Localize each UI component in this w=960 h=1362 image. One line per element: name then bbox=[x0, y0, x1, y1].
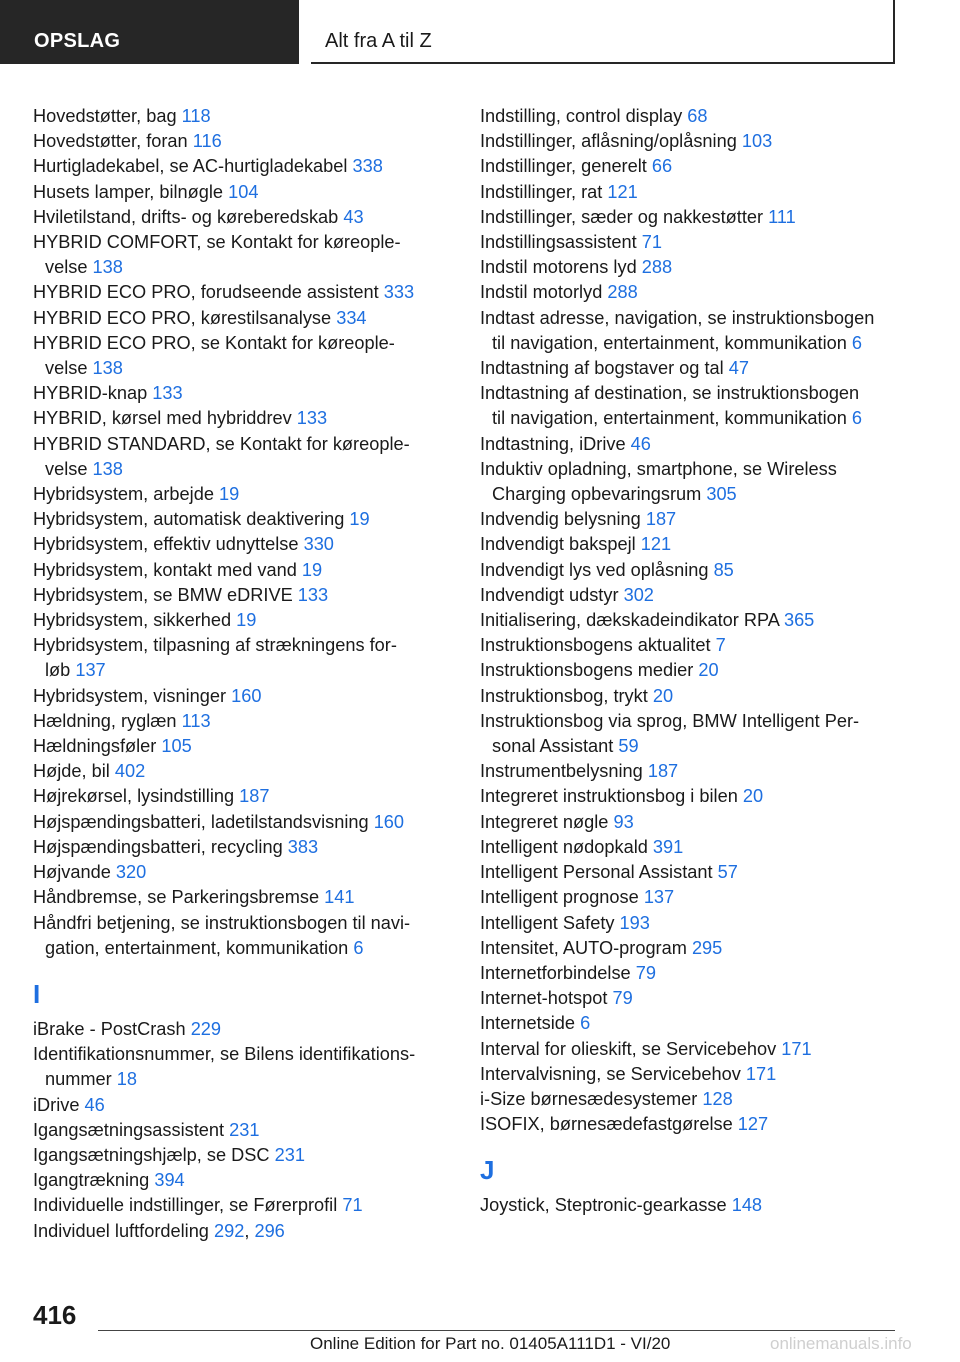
index-entry bbox=[480, 936, 900, 961]
index-entry bbox=[33, 1093, 453, 1118]
index-entry bbox=[33, 583, 453, 608]
index-entry bbox=[33, 205, 453, 230]
index-entry bbox=[33, 911, 453, 936]
page-link[interactable]: 288 bbox=[607, 282, 638, 303]
index-entry-text: Intelligent nødopkald bbox=[480, 836, 653, 857]
index-entry-text: HYBRID ECO PRO, se Kontakt for køreople‐ bbox=[33, 332, 395, 353]
index-entry-text: Hurtigladekabel, se AC-hurtigladekabel bbox=[33, 156, 353, 177]
index-entry-text: nummer bbox=[45, 1069, 117, 1090]
index-entry-text: Instruktionsbogens medier bbox=[480, 660, 699, 681]
page-link[interactable]: 93 bbox=[613, 811, 634, 832]
index-entry-text: Indstillingsassistent bbox=[480, 232, 642, 253]
index-entry bbox=[33, 406, 453, 431]
index-entry-text: Instruktionsbog via sprog, BMW Intelligent Per‐ bbox=[480, 710, 860, 731]
index-entry bbox=[33, 860, 453, 885]
index-entry-continuation bbox=[33, 936, 453, 961]
page-link[interactable]: 133 bbox=[152, 383, 183, 404]
index-entry-text: Intelligent Personal Assistant bbox=[480, 862, 718, 883]
index-entry bbox=[33, 1017, 453, 1042]
index-entry-text: velse bbox=[45, 257, 93, 278]
page-link[interactable]: 121 bbox=[607, 181, 638, 202]
page-link[interactable]: 333 bbox=[383, 282, 415, 303]
index-entry bbox=[480, 784, 900, 809]
index-entry-text: Intensitet, AUTO-program bbox=[480, 937, 692, 958]
index-entry-text: Hybridsystem, kontakt med vand bbox=[33, 559, 302, 580]
index-entry bbox=[480, 684, 900, 709]
index-entry-text: Indstilling, control display bbox=[480, 106, 688, 126]
page-link[interactable]: 6 bbox=[353, 937, 364, 958]
page-link[interactable]: 66 bbox=[651, 156, 673, 177]
page-link[interactable]: 394 bbox=[154, 1170, 185, 1191]
index-column-right bbox=[480, 104, 900, 1219]
page-link[interactable]: 85 bbox=[713, 559, 734, 580]
index-entry bbox=[480, 1011, 900, 1036]
page-link[interactable]: 68 bbox=[687, 106, 708, 126]
index-entry-continuation bbox=[33, 457, 453, 482]
index-entry bbox=[480, 658, 900, 683]
index-entry-text: Indvendig belysning bbox=[480, 509, 646, 530]
index-entry bbox=[480, 860, 900, 885]
page-link[interactable]: 116 bbox=[192, 131, 222, 152]
page-link[interactable]: 148 bbox=[731, 1195, 763, 1216]
index-entry bbox=[480, 810, 900, 835]
index-entry bbox=[33, 709, 453, 734]
index-entry bbox=[480, 1112, 900, 1137]
page-link[interactable]: 128 bbox=[702, 1088, 733, 1109]
index-entry bbox=[33, 1193, 453, 1218]
page-link[interactable]: 46 bbox=[630, 433, 651, 454]
index-entry bbox=[480, 205, 900, 230]
page-link[interactable]: 171 bbox=[781, 1038, 812, 1059]
index-letter-heading: J bbox=[480, 1155, 495, 1186]
index-entry-continuation bbox=[33, 255, 453, 280]
index-entry-text: Hybridsystem, tilpasning af strækningens for‐ bbox=[33, 635, 397, 656]
page-link[interactable]: 19 bbox=[349, 509, 370, 530]
index-entry-text: iDrive bbox=[33, 1094, 85, 1115]
page-link[interactable]: 79 bbox=[635, 962, 656, 983]
index-entry-text: Hybridsystem, automatisk deaktivering bbox=[33, 509, 350, 530]
index-entry-text: Internetside bbox=[480, 1013, 581, 1034]
index-entry-text: Indstil motorens lyd bbox=[480, 257, 642, 278]
index-entry: Individuel luftfordeling 292, 296 bbox=[33, 1220, 285, 1241]
index-entry-text: Indvendigt lys ved oplåsning bbox=[480, 559, 714, 580]
page-link[interactable]: 305 bbox=[706, 484, 737, 505]
page-link[interactable]: 383 bbox=[287, 836, 319, 857]
page-link[interactable]: 118 bbox=[181, 106, 211, 126]
index-entry-text: Indtast adresse, navigation, se instruktionsbogen bbox=[480, 307, 875, 328]
index-entry bbox=[33, 558, 453, 583]
page-link[interactable]: 19 bbox=[219, 484, 240, 505]
section-tab: OPSLAG bbox=[0, 0, 299, 64]
index-entry bbox=[33, 810, 453, 835]
index-entry bbox=[33, 230, 453, 255]
index-entry-text: HYBRID STANDARD, se Kontakt for køreople‐ bbox=[33, 433, 410, 454]
page-link[interactable]: 160 bbox=[373, 811, 405, 832]
index-entry-text: Interval for olieskift, se Servicebehov bbox=[480, 1038, 782, 1059]
index-entry-text: Internetforbindelse bbox=[480, 962, 636, 983]
page-link[interactable]: 141 bbox=[324, 887, 355, 908]
index-entry-continuation bbox=[480, 331, 900, 356]
index-entry-text: Indtastning, iDrive bbox=[480, 433, 631, 454]
index-entry bbox=[33, 885, 453, 910]
index-entry bbox=[33, 154, 453, 179]
page-link[interactable]: 19 bbox=[236, 610, 257, 631]
index-entry-text: Hybridsystem, sikkerhed bbox=[33, 610, 237, 631]
index-entry bbox=[33, 532, 453, 557]
index-entry-text: Internet-hotspot bbox=[480, 988, 613, 1009]
index-entry-text: Integreret instruktionsbog i bilen bbox=[480, 786, 743, 807]
index-entry bbox=[480, 986, 900, 1011]
page-link[interactable]: 46 bbox=[84, 1094, 105, 1115]
index-entry-text: Instrumentbelysning bbox=[480, 761, 648, 782]
page-link[interactable]: 302 bbox=[623, 584, 654, 605]
page-link[interactable]: 187 bbox=[647, 761, 679, 782]
page-link[interactable]: 334 bbox=[336, 307, 367, 328]
index-entry-continuation bbox=[33, 1067, 453, 1092]
index-column-left bbox=[33, 104, 453, 1244]
index-entry bbox=[480, 381, 900, 406]
index-entry-text: Hovedstøtter, foran bbox=[33, 131, 193, 152]
index-entry-continuation bbox=[480, 734, 900, 759]
index-entry bbox=[33, 835, 453, 860]
page-link[interactable]: 113 bbox=[181, 710, 211, 731]
index-entry bbox=[33, 507, 453, 532]
edition-text: Online Edition for Part no. 01405A111D1 - VI/20 bbox=[310, 1334, 671, 1353]
page-link[interactable]: 121 bbox=[640, 534, 672, 555]
index-entry bbox=[33, 432, 453, 457]
index-letter-heading: I bbox=[33, 978, 41, 1009]
index-entry bbox=[480, 280, 900, 305]
index-entry bbox=[33, 1042, 453, 1067]
index-entry bbox=[33, 633, 453, 658]
page-link[interactable]: 320 bbox=[115, 862, 147, 883]
index-entry-continuation bbox=[480, 406, 900, 431]
index-entry bbox=[33, 482, 453, 507]
page-link[interactable]: 137 bbox=[75, 660, 106, 681]
page-link[interactable]: 20 bbox=[698, 660, 719, 681]
index-entry bbox=[480, 104, 900, 129]
index-entry bbox=[480, 759, 900, 784]
index-entry-text: Integreret nøgle bbox=[480, 811, 614, 832]
page-link[interactable]: 391 bbox=[652, 836, 684, 857]
index-entry-text: gation, entertainment, kommunikation bbox=[45, 937, 354, 958]
page-link[interactable]: 71 bbox=[641, 232, 662, 253]
index-entry bbox=[480, 1062, 900, 1087]
page-link[interactable]: 104 bbox=[228, 181, 259, 202]
index-entry bbox=[33, 1118, 453, 1143]
index-entry bbox=[480, 608, 900, 633]
index-entry-text: Hybridsystem, se BMW eDRIVE bbox=[33, 584, 298, 605]
footer-divider bbox=[98, 1330, 895, 1331]
index-entry-continuation bbox=[480, 482, 900, 507]
page-link[interactable]: 20 bbox=[742, 786, 764, 807]
index-entry-text: Hybridsystem, arbejde bbox=[33, 484, 219, 505]
index-entry-text: til navigation, entertainment, kommunikation bbox=[492, 408, 852, 429]
index-entry-text: Instruktionsbog, trykt bbox=[480, 685, 653, 706]
index-entry bbox=[480, 1193, 900, 1218]
page-link[interactable]: 402 bbox=[114, 761, 146, 782]
index-entry-text: Indstillinger, sæder og nakkestøtter bbox=[480, 206, 769, 227]
index-entry-text: løb bbox=[45, 660, 76, 681]
index-entry-text: Indtastning af destination, se instruktionsbogen bbox=[480, 383, 860, 404]
index-entry bbox=[480, 306, 900, 331]
page-link[interactable]: 137 bbox=[643, 887, 675, 908]
section-title: Alt fra A til Z bbox=[311, 0, 895, 64]
index-entry-text: Charging opbevaringsrum bbox=[492, 484, 707, 505]
index-entry-text: Hovedstøtter, bag bbox=[33, 106, 182, 126]
page-link[interactable]: 171 bbox=[745, 1063, 777, 1084]
index-entry-text: Indvendigt udstyr bbox=[480, 584, 624, 605]
index-entry bbox=[480, 911, 900, 936]
index-entry-text: ISOFIX, børnesædefastgørelse bbox=[480, 1114, 738, 1135]
index-entry-continuation bbox=[33, 356, 453, 381]
page-link[interactable]: 231 bbox=[274, 1144, 305, 1165]
page-link[interactable]: 7 bbox=[715, 635, 726, 656]
page-link[interactable]: 59 bbox=[618, 736, 639, 757]
index-entry-text: Højrekørsel, lysindstilling bbox=[33, 786, 240, 807]
index-entry-text: Identifikationsnummer, se Bilens identifikations‐ bbox=[33, 1044, 416, 1065]
page-link[interactable]: 19 bbox=[301, 559, 323, 580]
page-number: 416 bbox=[33, 1300, 77, 1330]
index-entry-text: i-Size børnesædesystemer bbox=[480, 1088, 703, 1109]
index-entry bbox=[480, 457, 900, 482]
index-entry-text: velse bbox=[45, 358, 93, 379]
page-link[interactable]: 43 bbox=[343, 206, 364, 227]
index-entry bbox=[33, 684, 453, 709]
index-entry-text: Højspændingsbatteri, ladetilstandsvisning bbox=[33, 811, 374, 832]
index-entry bbox=[33, 608, 453, 633]
index-entry bbox=[33, 180, 453, 205]
index-entry bbox=[480, 356, 900, 381]
page-link[interactable]: 160 bbox=[231, 685, 262, 706]
index-entry-text: velse bbox=[45, 458, 93, 479]
index-entry-text: til navigation, entertainment, kommunikation bbox=[492, 332, 852, 353]
index-entry-text: HYBRID, kørsel med hybriddrev bbox=[33, 408, 297, 429]
index-entry-text: Igangtrækning bbox=[33, 1170, 155, 1191]
index-entry-text: Indstillinger, aflåsning/oplåsning bbox=[480, 131, 742, 152]
index-entry-text: Igangsætningsassistent bbox=[33, 1119, 230, 1140]
index-entry-text: Højde, bil bbox=[33, 761, 115, 782]
page-link[interactable]: 57 bbox=[717, 862, 738, 883]
index-entry bbox=[33, 1168, 453, 1193]
index-entry bbox=[33, 381, 453, 406]
index-entry-text: Individuel luftfordeling bbox=[33, 1220, 214, 1241]
index-entry-text: Intervalvisning, se Servicebehov bbox=[480, 1063, 746, 1084]
index-entry-text: Håndfri betjening, se instruktionsbogen til navi‐ bbox=[33, 912, 411, 933]
index-entry bbox=[480, 230, 900, 255]
index-entry-continuation bbox=[33, 658, 453, 683]
page-link[interactable]: 138 bbox=[92, 257, 123, 278]
index-entry-text: Intelligent prognose bbox=[480, 887, 644, 908]
page-link[interactable]: 133 bbox=[297, 584, 329, 605]
index-entry bbox=[480, 532, 900, 557]
page-link[interactable]: 133 bbox=[296, 408, 328, 429]
page-link[interactable]: 330 bbox=[303, 534, 334, 555]
page-link[interactable]: 103 bbox=[741, 131, 773, 152]
index-entry bbox=[480, 180, 900, 205]
page-link[interactable]: 193 bbox=[619, 912, 650, 933]
index-entry-text: Igangsætningshjælp, se DSC bbox=[33, 1144, 275, 1165]
index-entry bbox=[33, 129, 453, 154]
index-entry-text: Hældningsføler bbox=[33, 736, 162, 757]
index-entry bbox=[480, 558, 900, 583]
page-link[interactable]: 105 bbox=[161, 736, 192, 757]
index-entry bbox=[480, 129, 900, 154]
index-entry-text: Indstil motorlyd bbox=[480, 282, 608, 303]
index-entry bbox=[480, 961, 900, 986]
index-entry bbox=[33, 734, 453, 759]
index-entry-text: HYBRID-knap bbox=[33, 383, 153, 404]
index-entry-text: HYBRID ECO PRO, kørestilsanalyse bbox=[33, 307, 337, 328]
page-link[interactable]: 6 bbox=[851, 332, 863, 353]
page-link[interactable]: 231 bbox=[229, 1119, 260, 1140]
page-link[interactable]: 138 bbox=[92, 458, 123, 479]
page-link[interactable]: 296 bbox=[254, 1220, 285, 1241]
index-entry bbox=[480, 835, 900, 860]
index-entry-text: Husets lamper, bilnøgle bbox=[33, 181, 229, 202]
index-entry-text: Instruktionsbogens aktualitet bbox=[480, 635, 716, 656]
page-link[interactable]: 6 bbox=[580, 1013, 591, 1034]
index-entry bbox=[33, 1143, 453, 1168]
index-entry bbox=[33, 280, 453, 305]
page-link[interactable]: 18 bbox=[116, 1069, 137, 1090]
index-entry bbox=[480, 885, 900, 910]
index-entry-text: Hviletilstand, drifts- og køreberedskab bbox=[33, 206, 344, 227]
index-entry-text: Initialisering, dækskadeindikator RPA bbox=[480, 610, 784, 631]
index-entry bbox=[480, 633, 900, 658]
index-entry-text: Joystick, Steptronic-gearkasse bbox=[480, 1195, 732, 1216]
page-link[interactable]: 79 bbox=[612, 988, 633, 1009]
page-link[interactable]: 365 bbox=[783, 610, 815, 631]
index-entry bbox=[480, 1087, 900, 1112]
index-entry-text: HYBRID COMFORT, se Kontakt for køreople‐ bbox=[33, 232, 401, 253]
page-link[interactable]: 338 bbox=[352, 156, 383, 177]
page-link[interactable]: 127 bbox=[737, 1114, 769, 1135]
page-link[interactable]: 288 bbox=[641, 257, 673, 278]
index-entry bbox=[480, 432, 900, 457]
index-entry-text: Håndbremse, se Parkeringsbremse bbox=[33, 887, 325, 908]
page-link[interactable]: 138 bbox=[92, 358, 123, 379]
page-link[interactable]: 111 bbox=[768, 206, 796, 227]
index-entry-text: Hældning, ryglæn bbox=[33, 710, 182, 731]
page-link[interactable]: 20 bbox=[652, 685, 674, 706]
index-entry-text: Hybridsystem, visninger bbox=[33, 685, 232, 706]
page-link[interactable]: 187 bbox=[645, 509, 677, 530]
index-entry-text: Induktiv opladning, smartphone, se Wireless bbox=[480, 458, 837, 479]
page-link[interactable]: 6 bbox=[851, 408, 863, 429]
index-entry bbox=[480, 583, 900, 608]
index-entry bbox=[480, 1037, 900, 1062]
page-link[interactable]: 292 bbox=[213, 1220, 245, 1241]
index-entry bbox=[480, 255, 900, 280]
page-link[interactable]: 187 bbox=[239, 786, 270, 807]
page-link[interactable]: 229 bbox=[190, 1018, 222, 1039]
index-entry-text: Højvande bbox=[33, 862, 116, 883]
index-entry-text: Indstillinger, generelt bbox=[480, 156, 652, 177]
index-entry-text: iBrake - PostCrash bbox=[33, 1018, 191, 1039]
index-entry-text: sonal Assistant bbox=[492, 736, 619, 757]
index-entry-text: Individuelle indstillinger, se Førerprofil bbox=[33, 1195, 343, 1216]
index-entry-text: Intelligent Safety bbox=[480, 912, 620, 933]
index-entry-text: HYBRID ECO PRO, forudseende assistent bbox=[33, 282, 384, 303]
index-entry bbox=[480, 507, 900, 532]
index-entry-text: Indvendigt bakspejl bbox=[480, 534, 641, 555]
index-entry bbox=[33, 784, 453, 809]
index-entry bbox=[480, 709, 900, 734]
index-entry bbox=[480, 154, 900, 179]
page-link[interactable]: 71 bbox=[342, 1195, 363, 1216]
index-entry bbox=[33, 331, 453, 356]
page-header bbox=[0, 0, 960, 66]
index-entry-text: Hybridsystem, effektiv udnyttelse bbox=[33, 534, 304, 555]
index-entry bbox=[33, 759, 453, 784]
page-link[interactable]: 47 bbox=[728, 358, 749, 379]
index-entry-text: Indstillinger, rat bbox=[480, 181, 608, 202]
index-entry bbox=[33, 306, 453, 331]
page-link[interactable]: 295 bbox=[691, 937, 723, 958]
index-entry-text: Indtastning af bogstaver og tal bbox=[480, 358, 729, 379]
watermark: onlinemanuals.info bbox=[770, 1334, 912, 1353]
index-entry bbox=[33, 104, 453, 129]
index-entry-text: Højspændingsbatteri, recycling bbox=[33, 836, 288, 857]
